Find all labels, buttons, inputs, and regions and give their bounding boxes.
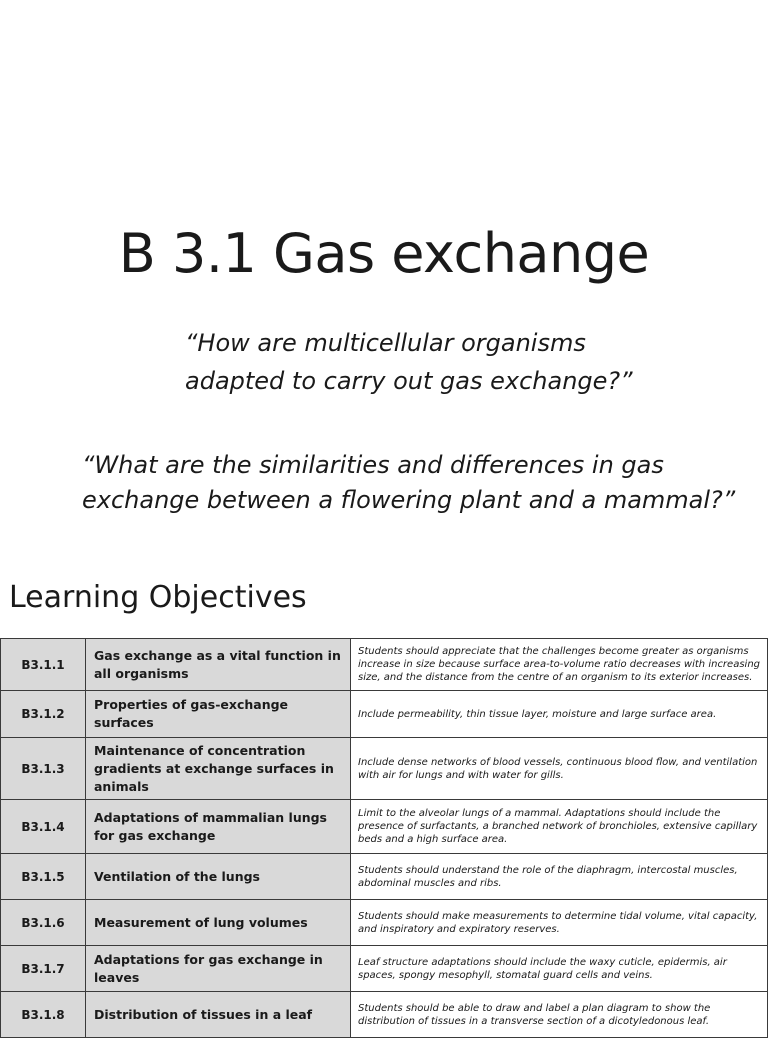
objective-guidance: Leaf structure adaptations should include the waxy cuticle, epidermis, air spaces, spongy mesophyll, stomatal guard cells and veins. — [351, 946, 768, 992]
objective-code: B3.1.3 — [1, 738, 86, 800]
objective-code: B3.1.2 — [1, 691, 86, 738]
learning-objectives-table — [0, 638, 768, 1038]
guiding-question-1-line-2: adapted to carry out gas exchange?” — [185, 367, 633, 395]
objective-topic: Gas exchange as a vital function in all organisms — [86, 639, 351, 691]
objective-guidance: Students should be able to draw and label a plan diagram to show the distribution of tissues in a transverse section of a dicotyledonous leaf. — [351, 992, 768, 1038]
table-row — [1, 800, 768, 854]
objective-code: B3.1.6 — [1, 900, 86, 946]
objective-topic: Adaptations for gas exchange in leaves — [86, 946, 351, 992]
guiding-question-1-line-1: “How are multicellular organisms — [185, 329, 586, 357]
table-row — [1, 738, 768, 800]
guiding-question-1 — [185, 324, 745, 400]
table-row — [1, 691, 768, 738]
guiding-question-2 — [82, 448, 762, 518]
objective-code: B3.1.5 — [1, 854, 86, 900]
guiding-question-2-line-1: “What are the similarities and differences in gas — [82, 451, 664, 479]
objective-code: B3.1.1 — [1, 639, 86, 691]
table-row — [1, 639, 768, 691]
objective-guidance: Limit to the alveolar lungs of a mammal. Adaptations should include the presence of surfactants, a branched network of bronchioles, extensive capillary beds and a high surface area. — [351, 800, 768, 854]
objective-topic: Properties of gas-exchange surfaces — [86, 691, 351, 738]
objective-guidance: Include permeability, thin tissue layer, moisture and large surface area. — [351, 691, 768, 738]
page-title: B 3.1 Gas exchange — [118, 222, 650, 285]
guiding-question-2-line-2: exchange between a flowering plant and a mammal?” — [82, 486, 736, 514]
table-row — [1, 900, 768, 946]
objective-topic: Adaptations of mammalian lungs for gas exchange — [86, 800, 351, 854]
objective-code: B3.1.7 — [1, 946, 86, 992]
objective-guidance: Students should appreciate that the challenges become greater as organisms increase in size because surface area-to-volume ratio decreases with increasing size, and the distance from the centre of an organism to its exterior increases. — [351, 639, 768, 691]
objective-topic: Measurement of lung volumes — [86, 900, 351, 946]
objective-topic: Maintenance of concentration gradients at exchange surfaces in animals — [86, 738, 351, 800]
table-row — [1, 992, 768, 1038]
objective-code: B3.1.8 — [1, 992, 86, 1038]
objective-topic: Ventilation of the lungs — [86, 854, 351, 900]
table-row — [1, 854, 768, 900]
objective-guidance: Students should make measurements to determine tidal volume, vital capacity, and inspiratory and expiratory reserves. — [351, 900, 768, 946]
objective-guidance: Students should understand the role of the diaphragm, intercostal muscles, abdominal muscles and ribs. — [351, 854, 768, 900]
objective-guidance: Include dense networks of blood vessels, continuous blood flow, and ventilation with air for lungs and with water for gills. — [351, 738, 768, 800]
objective-code: B3.1.4 — [1, 800, 86, 854]
objective-topic: Distribution of tissues in a leaf — [86, 992, 351, 1038]
learning-objectives-heading: Learning Objectives — [9, 580, 307, 615]
table-row — [1, 946, 768, 992]
